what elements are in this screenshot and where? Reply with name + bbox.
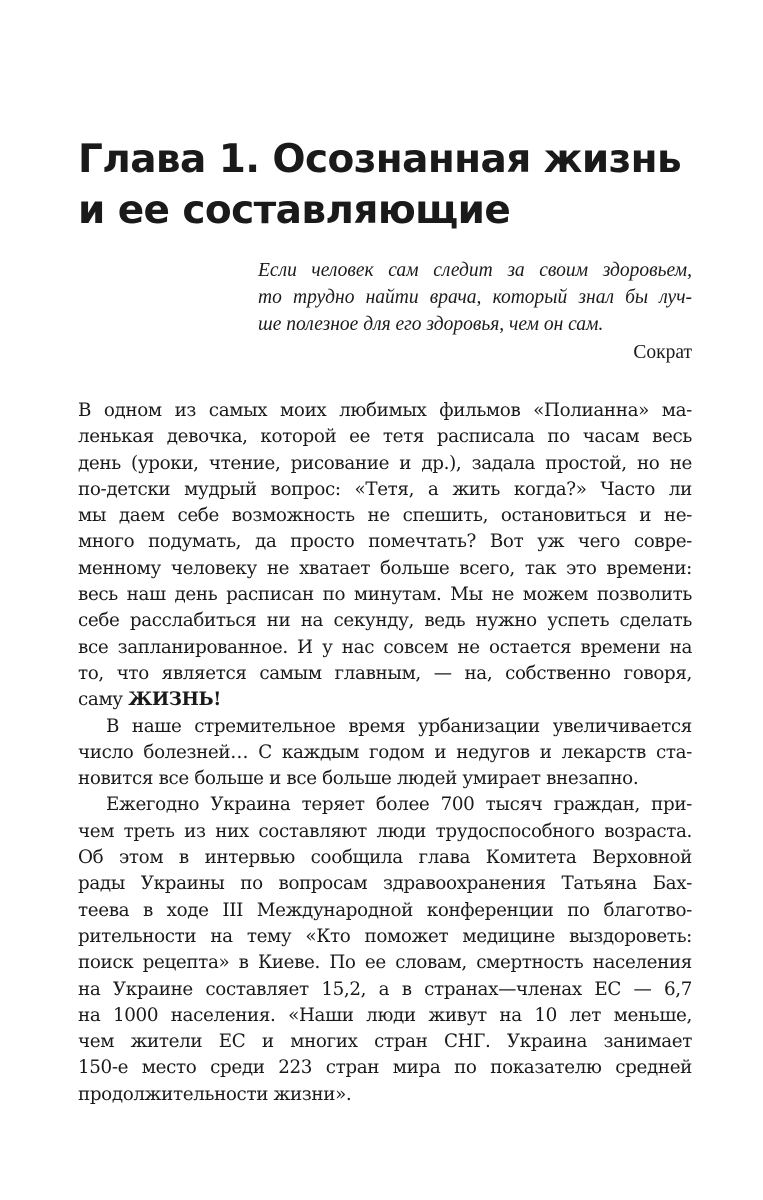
- text-line: поиск рецепта» в Киеве. По ее словам, смертность населения: [78, 952, 692, 974]
- text-line: Об этом в интервью сообщила глава Комитета Верховной: [78, 847, 692, 869]
- text-line: по-детски мудрый вопрос: «Тетя, а жить когда?» Часто ли: [78, 478, 692, 500]
- text-line: много подумать, да просто помечтать? Вот уж чего совре-: [78, 531, 692, 553]
- text-line: продолжительности жизни».: [78, 1083, 352, 1105]
- text-line: В одном из самых моих любимых фильмов «Полианна» ма-: [78, 400, 692, 421]
- text-line: число болезней… С каждым годом и недугов и лекарств ста-: [78, 741, 692, 763]
- chapter-title-line-1: Глава 1. Осознанная жизнь: [78, 137, 682, 182]
- text-line: В наше стремительное время урбанизации увеличивается: [106, 715, 692, 737]
- text-line: менному человеку не хватает больше всего, так это времени:: [78, 557, 692, 579]
- text-line: [78, 687, 692, 713]
- text-line: на Украине составляет 15,2, а в странах—членах ЕС — 6,7: [78, 978, 692, 1000]
- epigraph-line: то трудно найти врача, который знал бы луч-: [258, 287, 692, 308]
- text-line: чем жители ЕС и многих стран СНГ. Украина занимает: [78, 1031, 692, 1053]
- text-line: мы даем себе возможность не спешить, остановиться и не-: [78, 505, 692, 527]
- text-line: то, что является самым главным, — на, собственно говоря,: [78, 662, 692, 684]
- text-line: рительности на тему «Кто поможет медицине выздороветь:: [78, 925, 692, 947]
- text-line: рады Украины по вопросам здравоохранения Татьяна Бах-: [78, 873, 692, 895]
- text-line: теева в ходе III Международной конференции по благотво-: [78, 899, 692, 921]
- text-line: день (уроки, чтение, рисование и др.), задала простой, но не: [78, 452, 692, 474]
- epigraph-line: ше полезное для его здоровья, чем он сам.: [258, 314, 604, 335]
- text-line: на 1000 населения. «Наши люди живут на 10 лет меньше,: [78, 1004, 692, 1026]
- text-line: весь наш день расписан по минутам. Мы не можем позволить: [78, 584, 692, 606]
- text-line: ленькая девочка, которой ее тетя расписала по часам весь: [78, 426, 692, 448]
- text-line: все запланированное. И у нас совсем не остается времени на: [78, 636, 692, 658]
- text-line: 150-е место среди 223 стран мира по показателю средней: [78, 1057, 692, 1079]
- chapter-title-line-2: и ее составляющие: [78, 188, 511, 233]
- epigraph-quote: [258, 257, 692, 338]
- body-text: [78, 398, 692, 1108]
- epigraph-line: Если человек сам следит за своим здоровьем,: [258, 260, 692, 281]
- chapter-title: [78, 134, 698, 236]
- text-line: чем треть из них составляют люди трудоспособного возраста.: [78, 820, 692, 842]
- text-line: Ежегодно Украина теряет более 700 тысяч граждан, при-: [106, 794, 692, 816]
- text-fragment: саму: [78, 689, 129, 711]
- epigraph-author: Сократ: [633, 342, 692, 363]
- text-line: себе расслабиться ни на секунду, ведь нужно успеть сделать: [78, 610, 692, 632]
- text-line: новится все больше и все больше людей умирает внезапно.: [78, 768, 639, 790]
- emphasis-life: ЖИЗНЬ!: [128, 689, 221, 711]
